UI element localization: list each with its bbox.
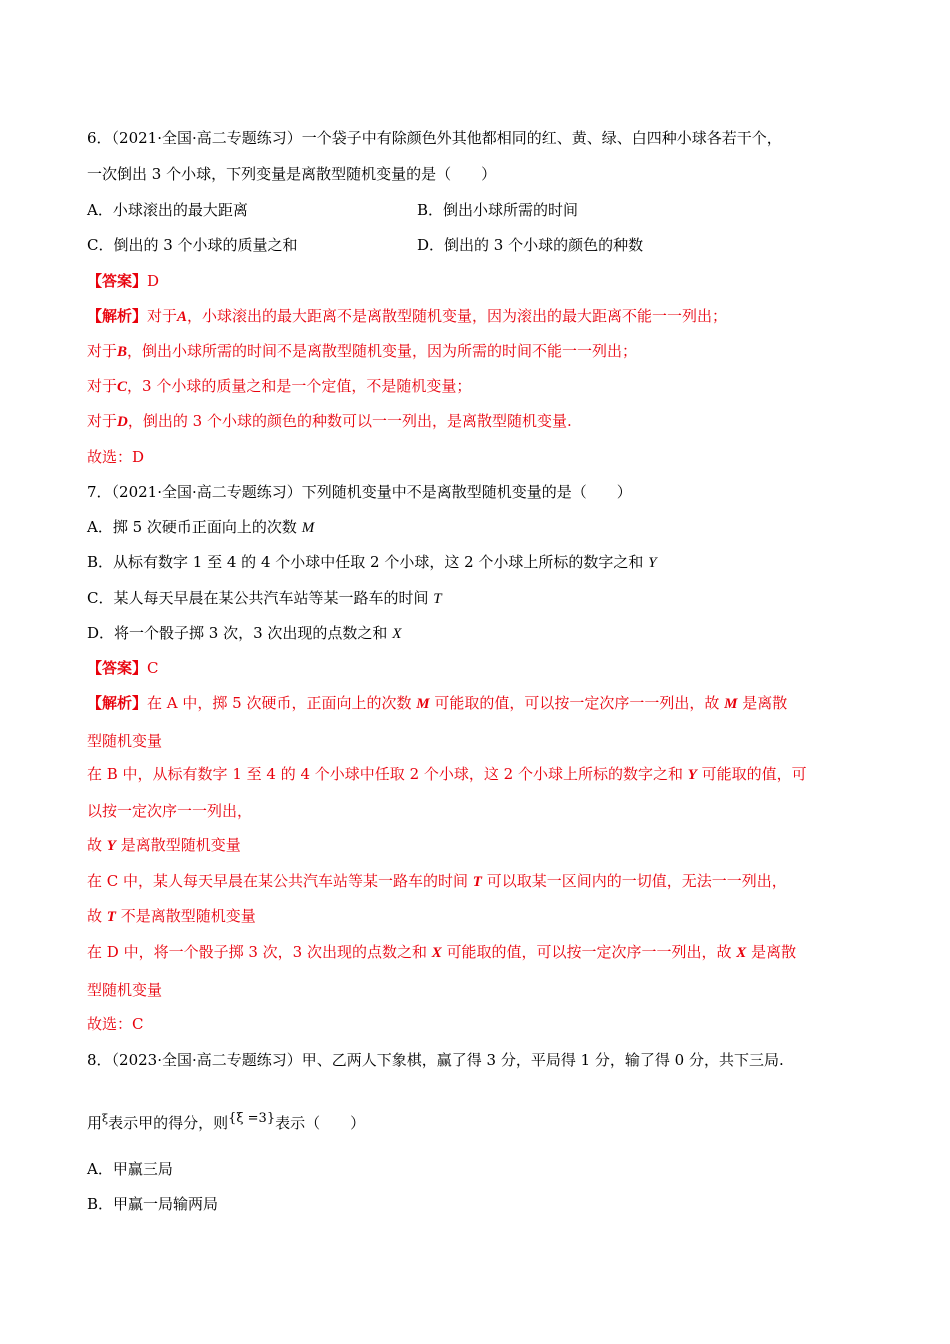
analysis-text: 在 A 中，掷 5 次硬币，正面向上的次数 [147, 694, 417, 712]
q7-option-d [87, 623, 401, 644]
math-variable: Y [687, 767, 697, 783]
analysis-text: 故 [87, 836, 107, 854]
math-variable: B [117, 344, 128, 360]
answer-tag: 【答案】 [87, 272, 148, 290]
analysis-text: 对于 [87, 342, 118, 360]
math-variable: Y [648, 555, 657, 571]
q7-analysis-c-line1 [87, 871, 787, 892]
q7-analysis-c-line2 [87, 906, 256, 927]
q6-stem-line1: 6．（2021·全国·高二专题练习）一个袋子中有除颜色外其他都相同的红、黄、绿、白四种小球各若干个， [87, 129, 782, 147]
option-text: D．将一个骰子掷 3 次，3 次出现的点数之和 [87, 624, 393, 642]
q7-option-c [87, 588, 442, 609]
analysis-text: 对于 [87, 412, 118, 430]
q6-option-c: C．倒出的 3 个小球的质量之和 [87, 236, 298, 254]
q7-option-b [87, 552, 657, 573]
math-variable: Y [106, 838, 116, 854]
analysis-text: 是离散 [746, 943, 797, 961]
analysis-text: ，3 个小球的质量之和是一个定值，不是随机变量； [127, 377, 472, 395]
q7-analysis-b-line3 [87, 835, 241, 856]
math-expression: {ξ =3} [228, 1111, 276, 1126]
math-variable: X [736, 945, 747, 961]
analysis-text: ，倒出小球所需的时间不是离散型随机变量，因为所需的时间不能一一列出； [127, 342, 638, 360]
math-variable: X [431, 945, 442, 961]
stem-text: 表示甲的得分，则 [108, 1114, 229, 1132]
q6-stem-line2: 一次倒出 3 个小球，下列变量是离散型随机变量的是（ ） [87, 165, 497, 183]
q8-option-a: A．甲赢三局 [87, 1160, 173, 1178]
stem-text: 用 [87, 1114, 103, 1132]
q7-analysis-d-line1 [87, 942, 796, 963]
analysis-text: 对于 [147, 307, 178, 325]
analysis-text: 可能取的值，可以按一定次序一一列出，故 [429, 694, 725, 712]
q7-analysis-a-line2: 型随机变量 [87, 732, 163, 750]
math-variable-xi: ξ [102, 1112, 109, 1125]
option-text: B．从标有数字 1 至 4 的 4 个小球中任取 2 个小球，这 2 个小球上所标的数字之和 [87, 553, 649, 571]
analysis-text: 在 B 中，从标有数字 1 至 4 的 4 个小球中任取 2 个小球，这 2 个小球上所标的数字之和 [87, 765, 688, 783]
q6-choose: 故选：D [87, 448, 145, 466]
math-variable: M [301, 520, 315, 536]
math-variable: M [416, 696, 430, 712]
q6-option-b: B．倒出小球所需的时间 [417, 201, 579, 219]
q8-stem-line2 [87, 1104, 365, 1138]
q7-analysis-b-line2: 以按一定次序一一列出， [87, 802, 253, 820]
math-variable: T [106, 909, 116, 925]
analysis-text: 对于 [87, 377, 118, 395]
analysis-text: ，倒出的 3 个小球的颜色的种数可以一一列出，是离散型随机变量. [127, 412, 572, 430]
answer-tag: 【答案】 [87, 659, 148, 677]
analysis-text: 是离散型随机变量 [115, 836, 241, 854]
analysis-text: ，小球滚出的最大距离不是离散型随机变量，因为滚出的最大距离不能一一列出； [187, 307, 728, 325]
analysis-text: 是离散 [737, 694, 788, 712]
math-variable: M [724, 696, 738, 712]
q7-option-a [87, 517, 314, 538]
analysis-tag: 【解析】 [87, 307, 148, 325]
q7-analysis-b-line1 [87, 764, 807, 785]
analysis-text: 在 C 中，某人每天早晨在某公共汽车站等某一路车的时间 [87, 872, 473, 890]
analysis-text: 可以取某一区间内的一切值，无法一一列出， [481, 872, 787, 890]
analysis-text: 可能取的值，可 [696, 765, 807, 783]
answer-value: C [147, 659, 159, 677]
math-variable: T [472, 874, 482, 890]
q7-analysis-d-line2: 型随机变量 [87, 981, 163, 999]
q6-analysis-line1 [87, 306, 727, 327]
q6-answer [87, 271, 159, 291]
q6-analysis-line4 [87, 411, 572, 432]
analysis-text: 故 [87, 907, 107, 925]
q6-analysis-line3 [87, 376, 471, 397]
option-text: C．某人每天早晨在某公共汽车站等某一路车的时间 [87, 589, 434, 607]
q7-analysis-a-line1 [87, 693, 787, 714]
option-text: A．掷 5 次硬币正面向上的次数 [87, 518, 302, 536]
analysis-tag: 【解析】 [87, 694, 148, 712]
math-variable: D [117, 414, 128, 430]
math-variable: C [117, 379, 128, 395]
q7-answer [87, 658, 159, 678]
q7-choose: 故选：C [87, 1015, 144, 1033]
q8-option-b: B．甲赢一局输两局 [87, 1195, 219, 1213]
math-variable: A [177, 309, 188, 325]
q6-option-d: D．倒出的 3 个小球的颜色的种数 [417, 236, 644, 254]
analysis-text: 可能取的值，可以按一定次序一一列出，故 [441, 943, 737, 961]
stem-text: 表示（ ） [275, 1114, 366, 1132]
q6-analysis-line2 [87, 341, 637, 362]
math-variable: X [392, 626, 402, 642]
q8-stem-line1: 8．（2023·全国·高二专题练习）甲、乙两人下象棋，赢了得 3 分，平局得 1 分，输了得 0 分，共下三局. [87, 1051, 784, 1069]
answer-value: D [147, 272, 160, 290]
analysis-text: 不是离散型随机变量 [115, 907, 256, 925]
analysis-text: 在 D 中，将一个骰子掷 3 次，3 次出现的点数之和 [87, 943, 432, 961]
q6-option-a: A．小球滚出的最大距离 [87, 201, 248, 219]
q7-stem: 7．（2021·全国·高二专题练习）下列随机变量中不是离散型随机变量的是（ ） [87, 483, 632, 501]
math-variable: T [433, 591, 442, 607]
